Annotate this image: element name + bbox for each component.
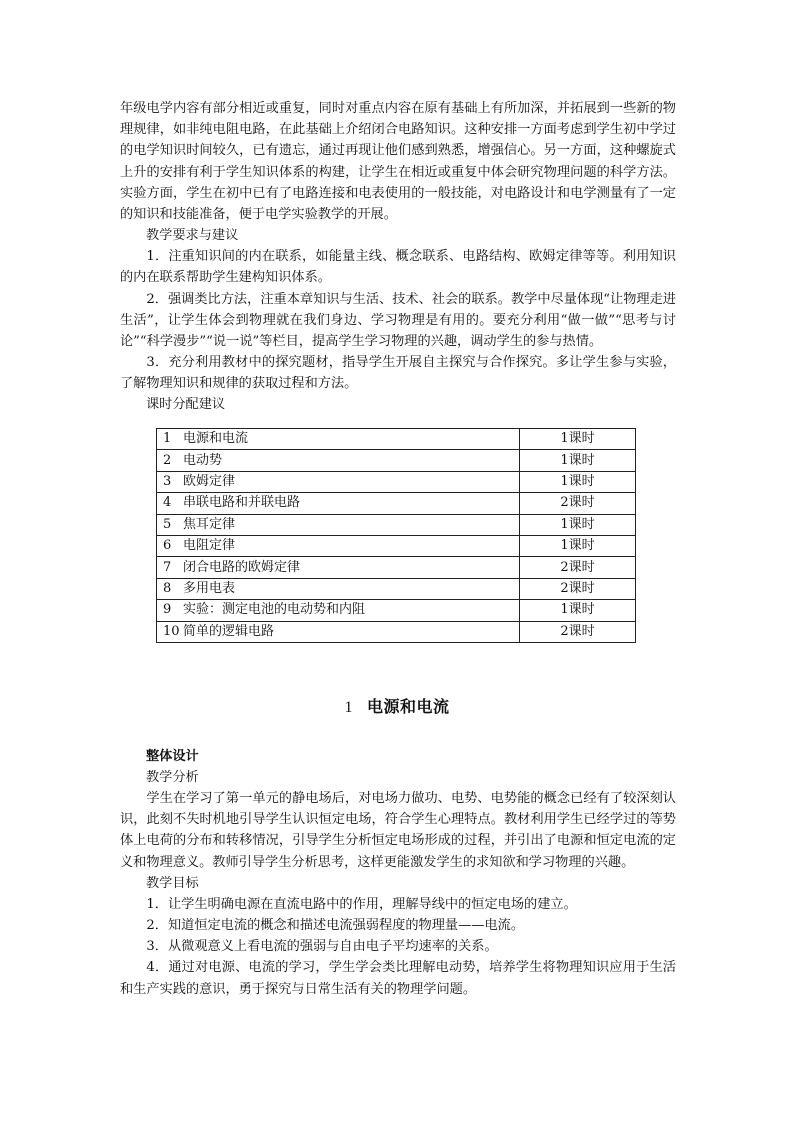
- lesson-number: 3: [163, 473, 172, 489]
- lesson-hours: 2课时: [520, 493, 636, 514]
- schedule-table: [156, 428, 636, 643]
- intro-paragraph: 年级电学内容有部分相近或重复，同时对重点内容在原有基础上有所加深，并拓展到一些新的物理规律，如非纯电阻电路，在此基础上介绍闭合电路知识。这种安排一方面考虑到学生初中学过的电学知识时间较久，已有遗忘，通过再现让他们感到熟悉，增强信心。另一方面，这种螺旋式上升的安排有利于学生知识体系的构建，让学生在相近或重复中体会研究物理问题的科学方法。实验方面，学生在初中已有了电路连接和电表使用的一般技能，对电路设计和电学测量有了一定的知识和技能准备，便于电学实验教学的开展。: [120, 101, 676, 223]
- table-row: [157, 493, 636, 514]
- lesson-hours: 2课时: [520, 557, 636, 578]
- lesson-number: 7: [163, 559, 172, 575]
- lesson-topic-cell: [157, 600, 520, 621]
- lesson-number: 10: [163, 623, 180, 639]
- table-row: [157, 557, 636, 578]
- lesson-topic: 多用电表: [183, 580, 236, 596]
- lesson-topic: 电动势: [183, 452, 223, 468]
- lesson-number: 2: [163, 452, 172, 468]
- lesson-topic-cell: [157, 429, 520, 450]
- goal-3: 3．从微观意义上看电流的强弱与自由电子平均速率的关系。: [146, 939, 498, 955]
- lesson-hours: 1课时: [520, 600, 636, 621]
- table-row: [157, 578, 636, 599]
- intro-section: [120, 98, 676, 414]
- table-row: [157, 429, 636, 450]
- lesson-topic-cell: [157, 621, 520, 642]
- lesson-number: 1: [163, 431, 172, 447]
- goal-4: 4．通过对电源、电流的学习，学生学会类比理解电动势，培养学生将物理知识应用于生活和生产实践的意识，勇于探究与日常生活有关的物理学问题。: [120, 960, 676, 997]
- lesson-hours: 1课时: [520, 450, 636, 471]
- table-row: [157, 514, 636, 535]
- lesson-hours: 2课时: [520, 578, 636, 599]
- requirement-2: 2．强调类比方法，注重本章知识与生活、技术、社会的联系。教学中尽量体现“让物理走进生活”，让学生体会到物理就在我们身边、学习物理是有用的。要充分利用“做一做”“思考与讨论”“科学漫步”“说一说”等栏目，提高学生学习物理的兴趣，调动学生的参与热情。: [120, 291, 676, 350]
- table-row: [157, 535, 636, 556]
- goal-2: 2．知道恒定电流的概念和描述电流强弱程度的物理量——电流。: [146, 918, 525, 934]
- section-title: [0, 694, 794, 717]
- requirement-1: 1．注重知识间的内在联系，如能量主线、概念联系、电路结构、欧姆定律等等。利用知识的内在联系帮助学生建构知识体系。: [120, 249, 676, 286]
- lesson-topic: 简单的逻辑电路: [183, 623, 275, 639]
- lesson-hours: 1课时: [520, 535, 636, 556]
- lesson-topic-cell: [157, 514, 520, 535]
- lesson-number: 4: [163, 495, 172, 511]
- analysis-paragraph: 学生在学习了第一单元的静电场后，对电场力做功、电势、电势能的概念已经有了较深刻认识，此刻不失时机地引导学生认识恒定电场，符合学生心理特点。教材利用学生已经学过的等势体上电荷的分布和转移情况，引导学生分析恒定电场形成的过程，并引出了电源和恒定电流的定义和物理意义。教师引导学生分析思考，这样更能激发学生的求知欲和学习物理的兴趣。: [120, 791, 676, 870]
- table-row: [157, 600, 636, 621]
- overall-design-section: [120, 746, 676, 1000]
- lesson-number: 8: [163, 580, 172, 596]
- lesson-topic: 电源和电流: [183, 431, 249, 447]
- overall-design-heading: 整体设计: [146, 749, 199, 764]
- lesson-topic-cell: [157, 557, 520, 578]
- table-row: [157, 621, 636, 642]
- goal-1: 1．让学生明确电源在直流电路中的作用，理解导线中的恒定电场的建立。: [146, 896, 577, 912]
- lesson-number: 9: [163, 602, 172, 618]
- section-number: 1: [344, 699, 353, 716]
- lesson-hours: 1课时: [520, 514, 636, 535]
- lesson-topic-cell: [157, 471, 520, 492]
- analysis-heading: 教学分析: [146, 770, 199, 785]
- goals-heading: 教学目标: [146, 875, 199, 891]
- table-row: [157, 450, 636, 471]
- lesson-topic: 焦耳定律: [183, 516, 236, 532]
- table-row: [157, 471, 636, 492]
- lesson-hours: 1课时: [520, 471, 636, 492]
- lesson-topic-cell: [157, 578, 520, 599]
- lesson-topic: 电阻定律: [183, 538, 236, 554]
- requirements-heading: 教学要求与建议: [146, 228, 239, 244]
- lesson-topic-cell: [157, 535, 520, 556]
- lesson-topic: 欧姆定律: [183, 473, 236, 489]
- section-title-text: 电源和电流: [366, 697, 450, 716]
- lesson-topic-cell: [157, 450, 520, 471]
- lesson-number: 6: [163, 538, 172, 554]
- lesson-hours: 2课时: [520, 621, 636, 642]
- lesson-number: 5: [163, 516, 172, 532]
- schedule-table-title: 课时分配建议: [146, 396, 226, 412]
- lesson-hours: 1课时: [520, 429, 636, 450]
- lesson-topic-cell: [157, 493, 520, 514]
- lesson-topic: 闭合电路的欧姆定律: [183, 559, 301, 575]
- requirement-3: 3．充分利用教材中的探究题材，指导学生开展自主探究与合作探究。多让学生参与实验，了解物理知识和规律的获取过程和方法。: [120, 355, 676, 392]
- lesson-topic: 串联电路和并联电路: [183, 495, 301, 511]
- lesson-topic: 实验：测定电池的电动势和内阻: [183, 602, 366, 618]
